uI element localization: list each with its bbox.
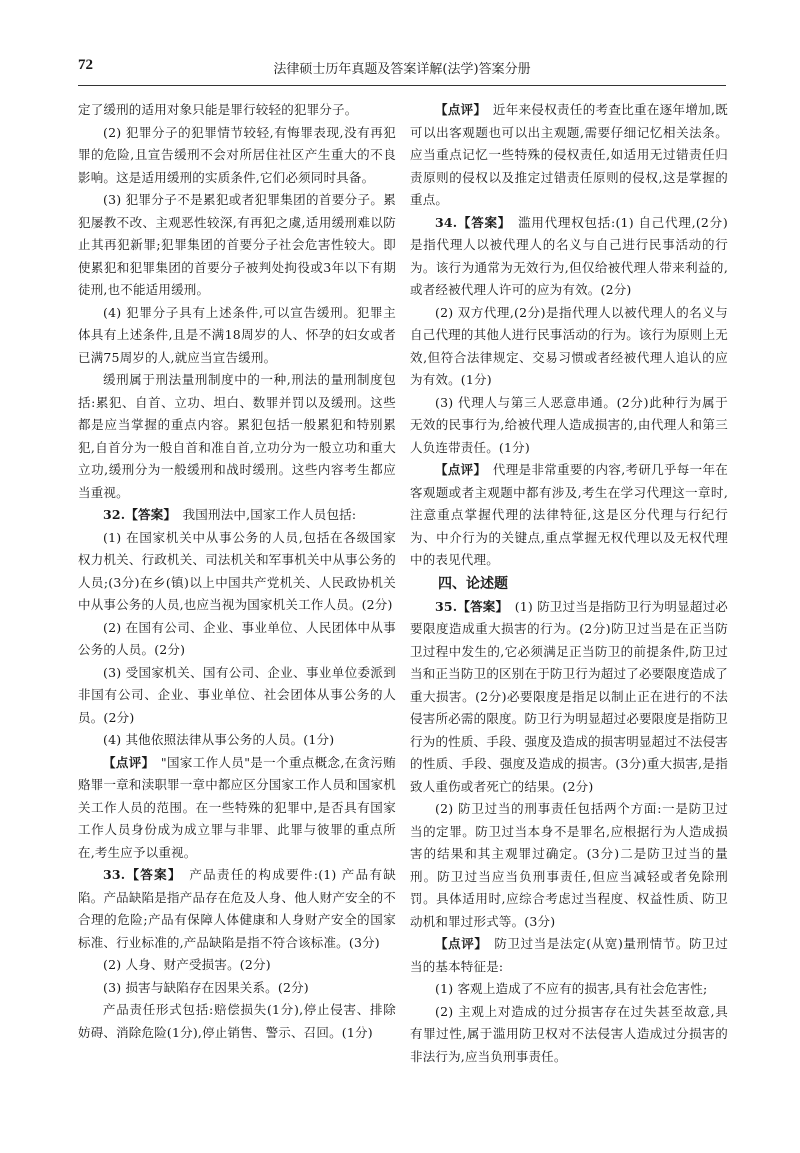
page-number: 72 xyxy=(78,57,93,73)
comment-paragraph xyxy=(410,933,728,978)
paragraph xyxy=(78,729,396,752)
paragraph xyxy=(78,99,396,122)
header-rule xyxy=(78,85,726,86)
answer-paragraph xyxy=(78,504,396,527)
paragraph xyxy=(78,122,396,190)
section-heading: 四、论述题 xyxy=(438,575,508,592)
paragraph-text: (3) 受国家机关、国有公司、企业、事业单位委派到非国有公司、企业、事业单位、社会团体从事公务的人员。(2分) xyxy=(78,664,396,725)
page-header xyxy=(78,55,726,85)
answer-label: 33.【答案】 xyxy=(103,867,182,882)
paragraph-text: (2) 在国有公司、企业、事业单位、人民团体中从事公务的人员。(2分) xyxy=(78,619,396,657)
paragraph-text: 滥用代理权包括:(1) 自己代理,(2分)是指代理人以被代理人的名义与自己进行民事活动的行为。该行为通常为无效行为,但仅给被代理人带来利益的,或者经被代理人许可的应为有效。(2分) xyxy=(410,214,728,297)
comment-label: 【点评】 xyxy=(435,462,487,477)
paragraph xyxy=(410,302,728,392)
paragraph-text: (2) 犯罪分子的犯罪情节较轻,有悔罪表现,没有再犯罪的危险,且宣告缓刑不会对所居住社区产生重大的不良影响。这是适用缓刑的实质条件,它们必须同时具备。 xyxy=(78,124,396,185)
running-title: 法律硕士历年真题及答案详解(法学)答案分册 xyxy=(273,62,531,77)
paragraph-text: 防卫过当是法定(从宽)量刑情节。防卫过当的基本特征是: xyxy=(410,936,728,974)
paragraph-text: 代理是非常重要的内容,考研几乎每一年在客观题或者主观题中都有涉及,考生在学习代理这一章时,注意重点掌握代理的法律特征,这是区分代理与行纪行为、中介行为的关键点,重点掌握无权代理以及无权代理中的表见代理。 xyxy=(410,462,728,567)
comment-label: 【点评】 xyxy=(103,754,155,770)
right-column xyxy=(410,99,728,1068)
comment-paragraph xyxy=(410,459,728,572)
paragraph-text: (2) 双方代理,(2分)是指代理人以被代理人的名义与自己代理的其他人进行民事活动的行为。该行为原则上无效,但符合法律规定、交易习惯或者经被代理人追认的应为有效。(1分) xyxy=(410,304,728,387)
paragraph xyxy=(78,662,396,730)
left-column xyxy=(78,99,396,1044)
paragraph-text: 产品责任的构成要件:(1) 产品有缺陷。产品缺陷是指产品存在危及人身、他人财产安全的不合理的危险;产品有保障人体健康和人身财产安全的国家标准、行业标准的,产品缺陷是指不符合该标准。(3分) xyxy=(78,867,396,950)
paragraph-text: (2) 防卫过当的刑事责任包括两个方面:一是防卫过当的定罪。防卫过当本身不是罪名,应根据行为人造成损害的结果和其主观罪过确定。(3分)二是防卫过当的量刑。防卫过当应当负刑事责任,但应当减轻或者免除刑罚。具体适用时,应综合考虑过当程度、权益性质、防卫动机和罪过形式等。(3分) xyxy=(410,801,728,929)
paragraph-text: (4) 犯罪分子具有上述条件,可以宣告缓刑。犯罪主体具有上述条件,且是不满18周岁的人、怀孕的妇女或者已满75周岁的人,就应当宣告缓刑。 xyxy=(78,304,396,365)
paragraph-text: 近年来侵权责任的考查比重在逐年增加,既可以出客观题也可以出主观题,需要仔细记忆相关法条。应当重点记忆一些特殊的侵权责任,如适用无过错责任归责原则的侵权以及推定过错责任原则的侵权,这是掌握的重点。 xyxy=(410,102,728,207)
answer-paragraph xyxy=(410,596,728,799)
comment-paragraph xyxy=(78,752,396,865)
paragraph xyxy=(78,369,396,504)
paragraph xyxy=(78,617,396,662)
paragraph xyxy=(78,189,396,302)
paragraph-text: (2) 主观上对造成的过分损害存在过失甚至故意,具有罪过性,属于滥用防卫权对不法侵害人造成过分损害的非法行为,应当负刑事责任。 xyxy=(410,1003,728,1064)
answer-label: 32.【答案】 xyxy=(103,507,177,522)
paragraph-text: (2) 人身、财产受损害。(2分) xyxy=(103,957,271,972)
paragraph xyxy=(78,527,396,617)
paragraph-text: (3) 损害与缺陷存在因果关系。(2分) xyxy=(103,979,309,995)
answer-label: 34.【答案】 xyxy=(435,214,512,230)
paragraph xyxy=(78,977,396,1000)
paragraph-text: 产品责任形式包括:赔偿损失(1分),停止侵害、排除妨碍、消除危险(1分),停止销售、警示、召回。(1分) xyxy=(78,1002,396,1040)
paragraph-text: (3) 代理人与第三人恶意串通。(2分)此种行为属于无效的民事行为,给被代理人造成损害的,由代理人和第三人负连带责任。(1分) xyxy=(410,394,728,455)
paragraph-text: 定了缓刑的适用对象只能是罪行较轻的犯罪分子。 xyxy=(78,102,358,117)
paragraph xyxy=(410,798,728,933)
answer-label: 35.【答案】 xyxy=(435,598,509,614)
paragraph xyxy=(78,302,396,370)
comment-label: 【点评】 xyxy=(435,936,488,951)
paragraph xyxy=(78,999,396,1044)
answer-paragraph xyxy=(78,864,396,954)
paragraph-text: (1) 客观上造成了不应有的损害,具有社会危害性; xyxy=(435,981,708,996)
paragraph-text: "国家工作人员"是一个重点概念,在贪污贿赂罪一章和渎职罪一章中都应区分国家工作人员和国家机关工作人员的范围。在一些特殊的犯罪中,是否具有国家工作人员身份成为成立罪与非罪、此罪与彼罪的重点所在,考生应予以重视。 xyxy=(78,754,396,860)
paragraph xyxy=(78,954,396,977)
answer-paragraph xyxy=(410,212,728,302)
paragraph-text: (1) 防卫过当是指防卫行为明显超过必要限度造成重大损害的行为。(2分)防卫过当是在正当防卫过程中发生的,它必须满足正当防卫的前提条件,防卫过当和正当防卫的区别在于防卫行为超过了必要限度造成了重大损害。(2分)必要限度是指足以制止正在进行的不法侵害所必需的限度。防卫行为明显超过必要限度是指防卫行为的性质、手段、强度及造成的损害明显超过不法侵害的性质、手段、强度及造成的损害。(3分)重大损害,是指致人重伤或者死亡的结果。(2分) xyxy=(410,598,728,794)
paragraph xyxy=(410,392,728,460)
paragraph xyxy=(410,1001,728,1069)
comment-label: 【点评】 xyxy=(435,102,487,117)
paragraph xyxy=(410,978,728,1001)
comment-paragraph xyxy=(410,99,728,212)
paragraph-text: (3) 犯罪分子不是累犯或者犯罪集团的首要分子。累犯屡教不改、主观恶性较深,有再犯之虞,适用缓刑难以防止其再犯新罪;犯罪集团的首要分子社会危害性较大。即使累犯和犯罪集团的首要分子被判处拘役或3年以下有期徒刑,也不能适用缓刑。 xyxy=(78,192,396,297)
paragraph-text: (1) 在国家机关中从事公务的人员,包括在各级国家权力机关、行政机关、司法机关和军事机关中从事公务的人员;(3分)在乡(镇)以上中国共产党机关、人民政协机关中从事公务的人员,也应当视为国家机关工作人员。(2分) xyxy=(78,529,396,612)
paragraph-text: 我国刑法中,国家工作人员包括: xyxy=(182,507,357,522)
paragraph-text: (4) 其他依照法律从事公务的人员。(1分) xyxy=(103,732,335,747)
paragraph-text: 缓刑属于刑法量刑制度中的一种,刑法的量刑制度包括:累犯、自首、立功、坦白、数罪并罚以及缓刑。这些都是应当掌握的重点内容。累犯包括一般累犯和特别累犯,自首分为一般自首和准自首,立功分为一般立功和重大立功,缓刑分为一般缓刑和战时缓刑。这些内容考生都应当重视。 xyxy=(78,372,396,500)
